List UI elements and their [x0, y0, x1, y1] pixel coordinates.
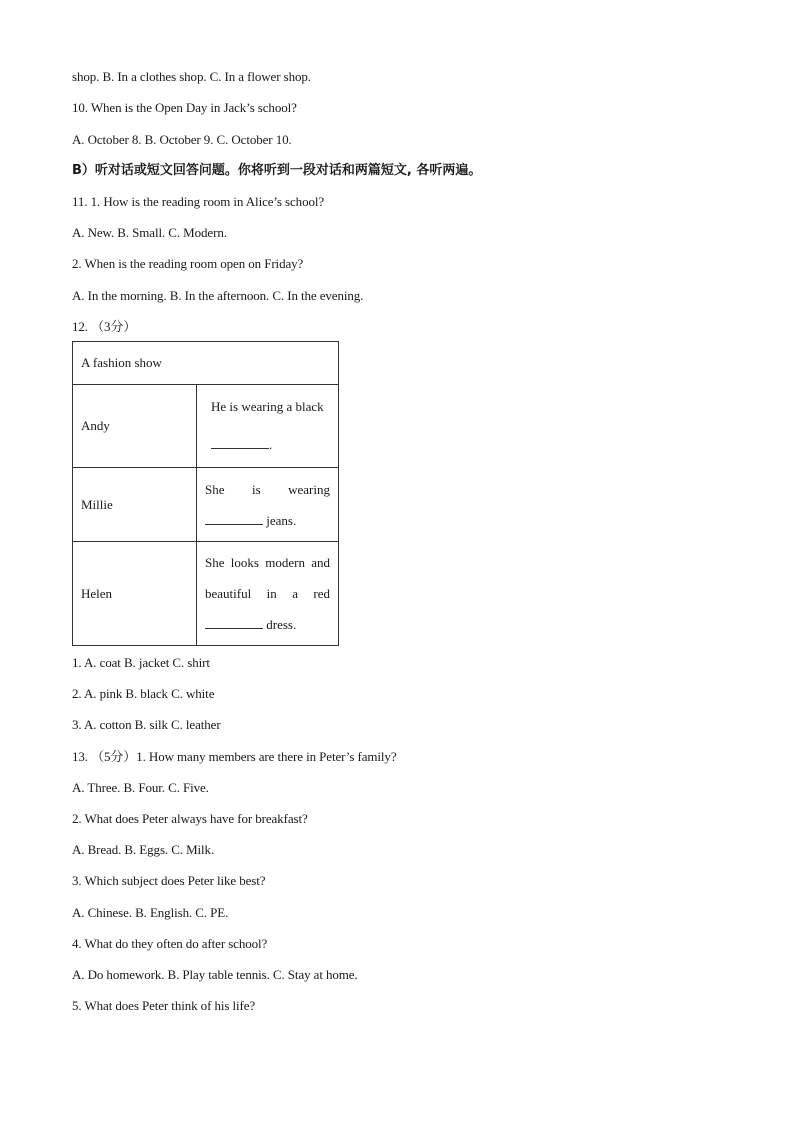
table-name-cell: Helen	[73, 542, 197, 646]
table-row	[73, 468, 339, 542]
question-13-3: 3. Which subject does Peter like best?	[72, 873, 266, 888]
table-name-cell: Millie	[73, 468, 197, 542]
question-13-4: 4. What do they often do after school?	[72, 936, 268, 951]
section-b-heading: B）听对话或短文回答问题。你将听到一段对话和两篇短文, 各听两遍。	[72, 163, 482, 178]
desc-text: He is wearing a black	[211, 399, 324, 414]
answer-blank[interactable]	[205, 512, 263, 525]
options-13-2: A. Bread. B. Eggs. C. Milk.	[72, 842, 215, 857]
options-13-3: A. Chinese. B. English. C. PE.	[72, 905, 229, 920]
desc-text: She is wearing	[205, 481, 330, 497]
question-11-2: 2. When is the reading room open on Friday?	[72, 256, 304, 271]
desc-text-after: .	[269, 437, 273, 452]
desc-text-after: jeans.	[263, 512, 297, 528]
answer-blank[interactable]	[205, 616, 263, 629]
options-11-2: A. In the morning. B. In the afternoon. C. In the evening.	[72, 288, 364, 303]
question-13-2: 2. What does Peter always have for breakfast?	[72, 811, 308, 826]
question-13-1: 13. （5分）1. How many members are there in Peter’s family?	[72, 749, 397, 764]
table-title: A fashion show	[73, 342, 339, 385]
options-12-3: 3. A. cotton B. silk C. leather	[72, 717, 221, 732]
options-13-1: A. Three. B. Four. C. Five.	[72, 780, 209, 795]
question-11-1: 11. 1. How is the reading room in Alice’s school?	[72, 194, 325, 209]
question-13-5: 5. What does Peter think of his life?	[72, 998, 256, 1013]
table-desc-cell	[197, 468, 339, 542]
table-desc-cell	[197, 385, 339, 468]
fashion-show-table	[72, 341, 339, 646]
table-row	[73, 542, 339, 646]
question-10: 10. When is the Open Day in Jack’s school?	[72, 100, 297, 115]
options-12-1: 1. A. coat B. jacket C. shirt	[72, 655, 210, 670]
table-desc-cell	[197, 542, 339, 646]
question-12-label: 12. （3分）	[72, 319, 137, 334]
table-name-cell: Andy	[73, 385, 197, 468]
desc-text: She looks modern and beautiful in a red	[205, 555, 330, 601]
options-13-4: A. Do homework. B. Play table tennis. C. Stay at home.	[72, 967, 358, 982]
answer-blank[interactable]	[211, 436, 269, 449]
desc-text-after: dress.	[263, 617, 297, 632]
table-row	[73, 385, 339, 468]
options-11-1: A. New. B. Small. C. Modern.	[72, 225, 227, 240]
options-10: A. October 8. B. October 9. C. October 10.	[72, 132, 292, 147]
text-line: shop. B. In a clothes shop. C. In a flower shop.	[72, 69, 311, 84]
options-12-2: 2. A. pink B. black C. white	[72, 686, 215, 701]
